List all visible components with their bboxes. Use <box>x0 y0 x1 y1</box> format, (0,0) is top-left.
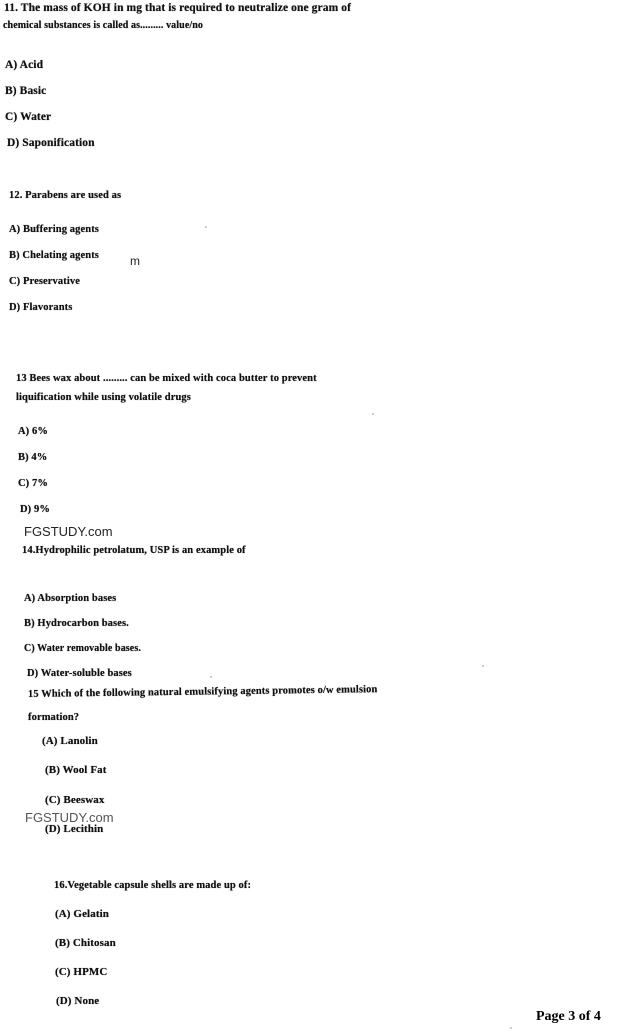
watermark-fgstudy-2: FGSTUDY.com <box>25 810 114 825</box>
question-12-option-d: D) Flavorants <box>9 302 73 313</box>
question-14-option-c: C) Water removable bases. <box>24 643 141 654</box>
page-number: Page 3 of 4 <box>536 1009 601 1024</box>
watermark-fgstudy-1: FGSTUDY.com <box>24 524 113 539</box>
question-16-option-b: (B) Chitosan <box>55 937 116 949</box>
question-11-option-c: C) Water <box>5 111 52 123</box>
question-16-option-d: (D) None <box>56 995 100 1007</box>
question-15-option-b: (B) Wool Fat <box>45 764 107 776</box>
question-13-line-1: 13 Bees wax about ......... can be mixed with coca butter to prevent <box>16 373 317 384</box>
question-11-option-b: B) Basic <box>5 85 47 97</box>
question-12-line-1: 12. Parabens are used as <box>9 190 122 201</box>
question-13-line-2: liquification while using volatile drugs <box>16 392 191 403</box>
question-13-option-c: C) 7% <box>18 478 48 489</box>
question-15-line-2: formation? <box>28 712 80 723</box>
question-16-option-a: (A) Gelatin <box>55 908 109 920</box>
question-15-option-a: (A) Lanolin <box>42 735 98 747</box>
question-13-option-a: A) 6% <box>18 426 48 437</box>
question-13-option-d: D) 9% <box>20 504 50 515</box>
scan-speck <box>510 1027 512 1029</box>
question-12-option-c: C) Preservative <box>9 276 80 287</box>
question-11-line-1: 11. The mass of KOH in mg that is required to neutralize one gram of <box>4 2 351 14</box>
question-16-line-1: 16.Vegetable capsule shells are made up of: <box>54 880 252 891</box>
question-13-option-b: B) 4% <box>18 452 48 463</box>
scan-speck <box>372 413 374 415</box>
question-16-option-c: (C) HPMC <box>55 966 108 978</box>
question-14-option-a: A) Absorption bases <box>24 593 117 604</box>
question-14-option-b: B) Hydrocarbon bases. <box>24 618 129 629</box>
question-15-option-c: (C) Beeswax <box>45 794 105 806</box>
question-11-line-2: chemical substances is called as......... value/no <box>3 20 204 31</box>
question-12-option-a: A) Buffering agents <box>9 224 99 235</box>
question-12-option-b: B) Chelating agents <box>9 250 99 261</box>
question-11-option-d: D) Saponification <box>7 137 95 149</box>
question-15-line-1: 15 Which of the following natural emulsifying agents promotes o/w emulsion <box>27 684 378 700</box>
question-14-line-1: 14.Hydrophilic petrolatum, USP is an example of <box>22 545 246 556</box>
scan-speck <box>205 226 207 228</box>
scan-speck <box>210 676 212 678</box>
scan-speck <box>482 665 484 667</box>
question-15-option-d: (D) Lecithin <box>45 823 104 835</box>
watermark-m: m <box>130 254 140 268</box>
question-11-option-a: A) Acid <box>5 59 44 71</box>
question-14-option-d: D) Water-soluble bases <box>27 668 132 679</box>
